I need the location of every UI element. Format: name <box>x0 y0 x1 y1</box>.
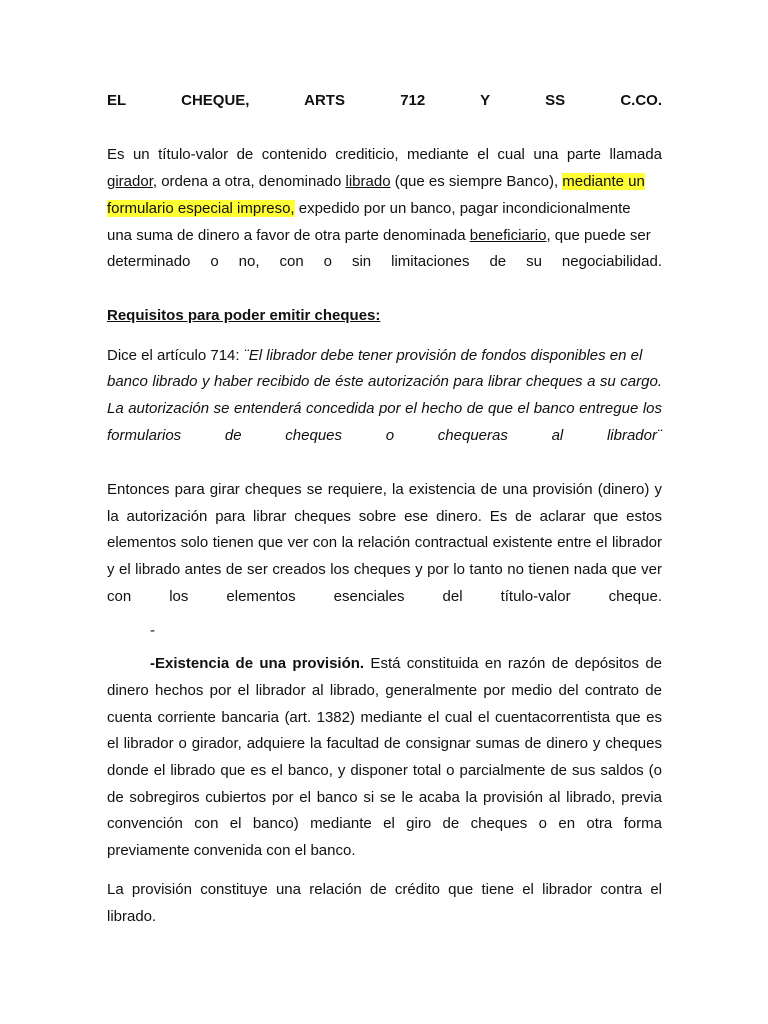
provision-heading: -Existencia de una provisión. <box>150 655 365 672</box>
title-word: EL <box>107 92 126 109</box>
definition-line-3 <box>107 199 662 219</box>
list-dash: - <box>150 622 155 639</box>
explanation-line-2 <box>107 507 662 527</box>
text-run: (que es siempre Banco), <box>390 173 563 190</box>
text-run: dinero hechos por el librador al librado, generalmente por medio del contrato de <box>107 682 662 699</box>
document-title <box>107 91 662 111</box>
text-run: determinado o no, con o sin limitaciones de su negociabilidad. <box>107 253 662 270</box>
highlighted-text: formulario especial impreso, <box>107 200 295 217</box>
term-beneficiario: beneficiario, <box>469 227 551 244</box>
definition-line-2 <box>107 172 662 192</box>
definition-line-1 <box>107 145 662 165</box>
title-word: 712 <box>400 92 426 109</box>
text-run: La provisión constituye una relación de crédito que tiene el librador contra el <box>107 881 662 898</box>
provision-line-4 <box>107 734 662 754</box>
text-run: con los elementos esenciales del título-valor cheque. <box>107 588 662 605</box>
text-run: , ordena a otra, denominado <box>152 173 346 190</box>
text-run: donde el librado que es el banco, y disponer total o parcialmente de sus saldos (o <box>107 762 662 779</box>
term-librado: librado <box>345 173 391 190</box>
credit-line-1 <box>107 880 662 900</box>
definition-line-5 <box>107 252 662 272</box>
provision-line-1 <box>150 654 662 674</box>
text-run: la autorización para librar cheques sobre ese dinero. Es de aclarar que estos <box>107 508 662 525</box>
provision-line-3 <box>107 708 662 728</box>
quote-text: La autorización se entenderá concedida por el hecho de que el banco entregue los <box>107 400 662 417</box>
explanation-line-1 <box>107 480 662 500</box>
text-run: elementos solo tienen que ver con la relación contractual existente entre el librador <box>107 534 662 551</box>
text-run: convención con el banco) mediante el giro de cheques o en otra forma <box>107 815 662 832</box>
credit-line-2 <box>107 907 662 927</box>
title-word: SS <box>545 92 566 109</box>
text-run: de sobregiros cubiertos por el banco si se le acaba la provisión al librado, previa <box>107 789 662 806</box>
text-run: Entonces para girar cheques se requiere, la existencia de una provisión (dinero) y <box>107 481 662 498</box>
term-girador: girador <box>107 173 153 190</box>
title-word: C.CO. <box>620 92 663 109</box>
article-line-4 <box>107 426 662 446</box>
text-run: Es un título-valor de contenido crediticio, mediante el cual una parte llamada <box>107 146 662 163</box>
text-run: y el librado antes de ser creados los cheques y por lo tanto no tienen nada que ver <box>107 561 662 578</box>
text-run: cuenta corriente bancaria (art. 1382) mediante el cual el cuentacorrentista que es <box>107 709 662 726</box>
title-word: Y <box>480 92 490 109</box>
explanation-line-4 <box>107 560 662 580</box>
explanation-line-5 <box>107 587 662 607</box>
article-line-3 <box>107 399 662 419</box>
text-run: que puede ser <box>550 227 651 244</box>
text-run: el librador o girador, adquiere la facultad de consignar sumas de dinero y cheques <box>107 735 662 752</box>
provision-line-5 <box>107 761 662 781</box>
text-run: Dice el artículo 714: <box>107 347 244 364</box>
text-run: librado. <box>107 908 157 925</box>
text-run: una suma de dinero a favor de otra parte denominada <box>107 227 470 244</box>
provision-line-2 <box>107 681 662 701</box>
title-word: CHEQUE, <box>181 92 250 109</box>
provision-line-8 <box>107 841 662 861</box>
quote-text: formularios de cheques o chequeras al librador¨ <box>107 427 662 444</box>
definition-line-4 <box>107 226 662 246</box>
text-run: expedido por un banco, pagar incondicionalmente <box>294 200 631 217</box>
text-run: Está constituida en razón de depósitos de <box>364 655 663 672</box>
quote-text: ¨El librador debe tener provisión de fondos disponibles en el <box>243 347 643 364</box>
article-line-1 <box>107 346 662 366</box>
requirements-heading: Requisitos para poder emitir cheques: <box>107 307 381 324</box>
article-line-2 <box>107 372 662 392</box>
provision-line-7 <box>107 814 662 834</box>
quote-text: banco librado y haber recibido de éste autorización para librar cheques a su cargo. <box>107 373 662 390</box>
text-run: previamente convenida con el banco. <box>107 842 356 859</box>
highlighted-text: mediante un <box>562 173 645 190</box>
title-word: ARTS <box>304 92 345 109</box>
explanation-line-3 <box>107 533 662 553</box>
provision-line-6 <box>107 788 662 808</box>
